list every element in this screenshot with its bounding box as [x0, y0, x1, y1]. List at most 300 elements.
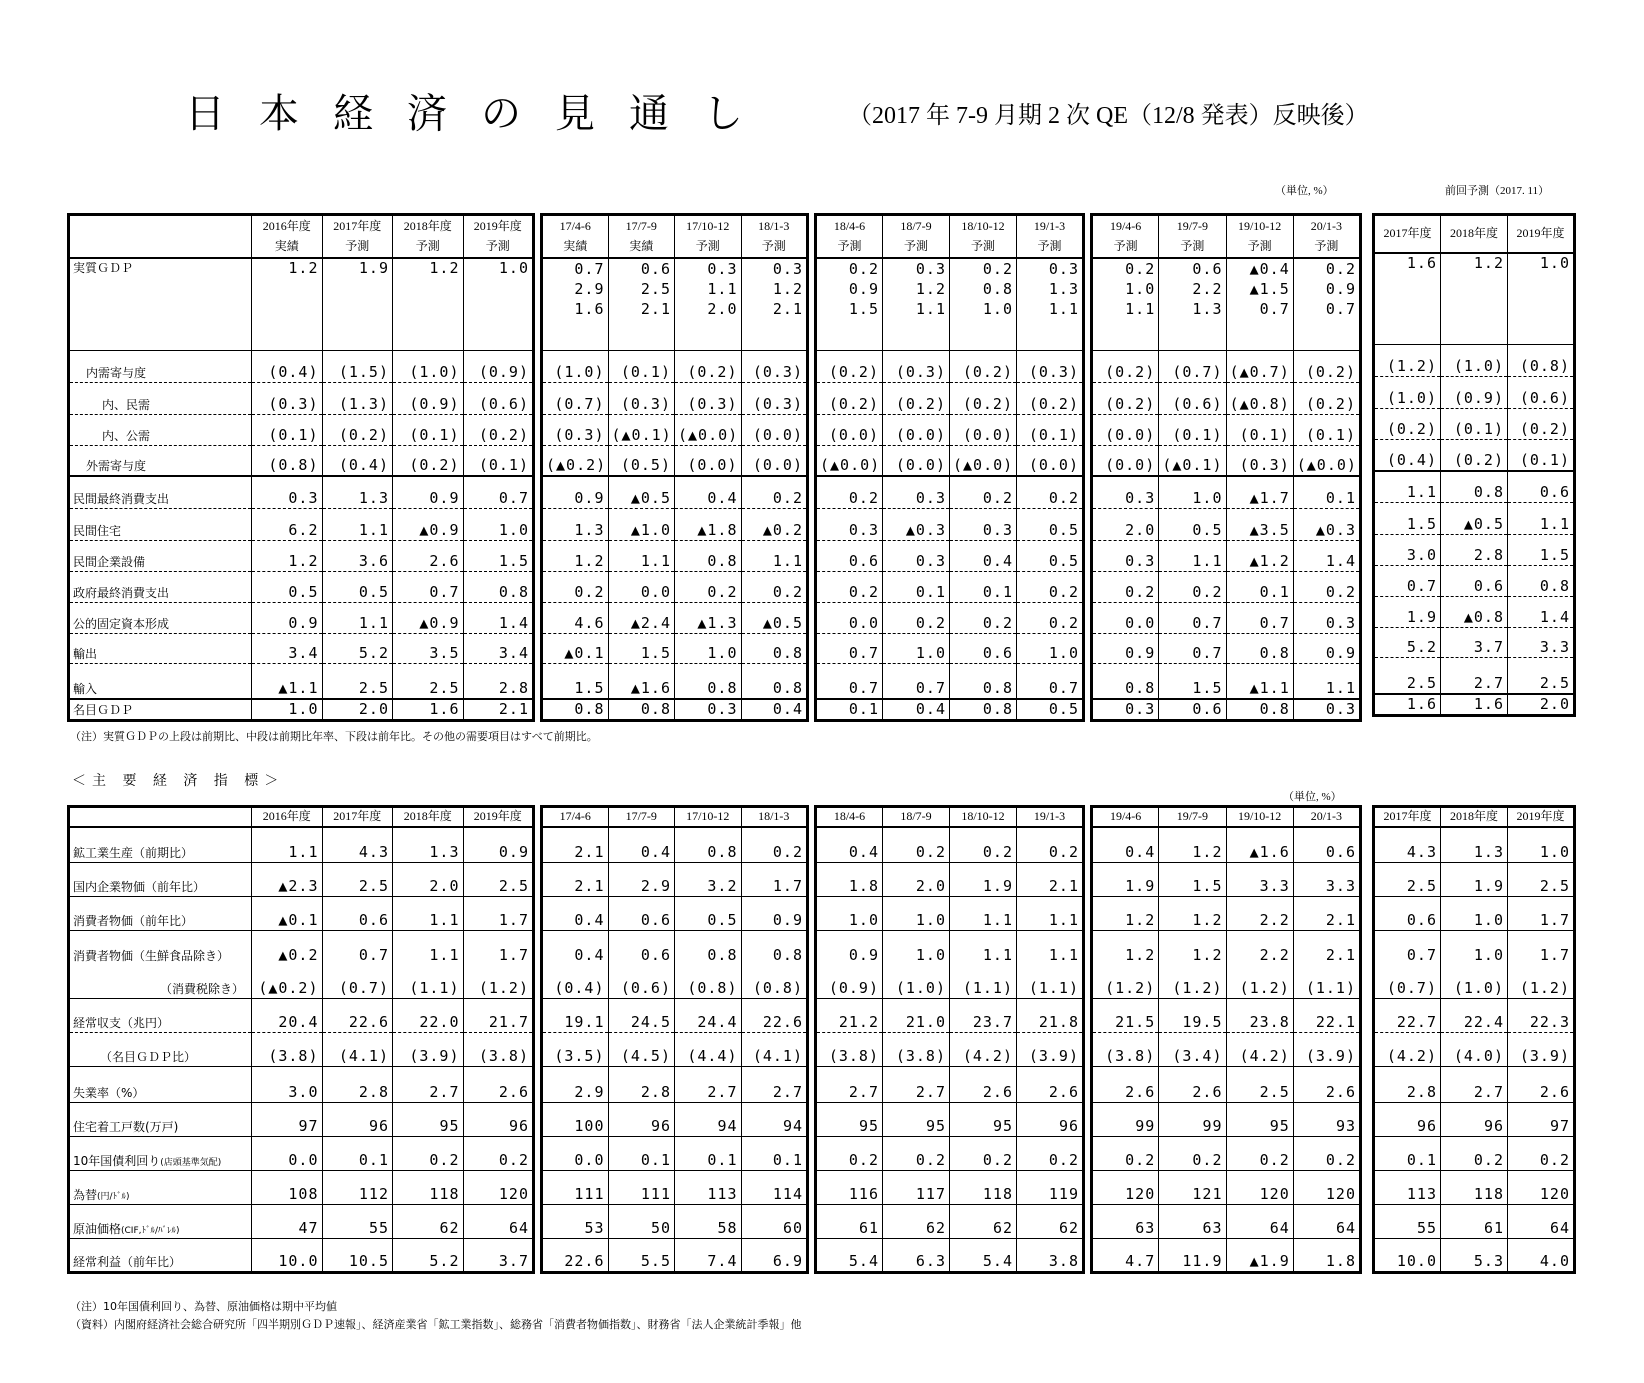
- table-cell: 1.5: [463, 540, 534, 571]
- table-cell: 47: [252, 1205, 323, 1239]
- table-cell: ▲0.5: [608, 476, 675, 508]
- table-cell: 2.0: [1508, 694, 1575, 716]
- table-row: [816, 931, 1084, 965]
- table-cell: 1.1: [1017, 897, 1084, 931]
- table-cell: 0.2: [950, 476, 1017, 508]
- header-row: [69, 215, 534, 259]
- table-cell: (0.6): [1159, 382, 1226, 414]
- table-cell: 0.2: [1226, 1137, 1293, 1171]
- column-header: 2018年度: [1441, 807, 1508, 827]
- row-label: 民間住宅: [69, 508, 252, 540]
- table-cell: 0.2: [1017, 1137, 1084, 1171]
- table-row: [1374, 827, 1575, 863]
- table-cell: 0.4: [816, 827, 883, 863]
- table-cell: 0.1: [883, 571, 950, 602]
- table-cell: (0.1): [252, 414, 323, 445]
- table-cell: 0.8: [741, 931, 808, 965]
- table-row: [1092, 1205, 1361, 1239]
- table-cell: 120: [1226, 1171, 1293, 1205]
- table-cell: 0.2: [675, 571, 742, 602]
- table-cell: 99: [1159, 1103, 1226, 1137]
- table-cell: 6.3: [883, 1239, 950, 1273]
- table-cell: 1.2: [1159, 931, 1226, 965]
- header-row: [816, 215, 1084, 259]
- table-cell: 22.6: [741, 999, 808, 1033]
- table-cell: 0.4: [542, 931, 609, 965]
- table-row: [542, 1103, 808, 1137]
- table-cell: 0.9: [816, 931, 883, 965]
- table-cell: (3.9): [1293, 1033, 1360, 1067]
- table-cell: (0.2): [1374, 409, 1441, 440]
- table-cell: 1.7: [463, 931, 534, 965]
- table-cell: 0.4: [883, 699, 950, 721]
- table-cell: ▲2.4: [608, 602, 675, 633]
- table-cell: 2.1: [1293, 897, 1360, 931]
- table-cell: 118: [1441, 1171, 1508, 1205]
- table-cell: 2.8: [608, 1067, 675, 1103]
- table-cell: (0.9): [393, 382, 464, 414]
- table-cell: 1.5: [608, 633, 675, 663]
- table-cell: 0.2: [1017, 571, 1084, 602]
- table-cell: (0.3): [741, 350, 808, 382]
- table-cell: 113: [675, 1171, 742, 1205]
- table-cell: 0.6: [950, 633, 1017, 663]
- table-cell: 0.4: [741, 699, 808, 721]
- column-header: 19/7-9 予測: [1159, 215, 1226, 259]
- table-cell: ▲0.9: [393, 508, 464, 540]
- table-row: [542, 382, 808, 414]
- row-label: 実質ＧＤＰ: [69, 258, 252, 350]
- table-row: [1092, 476, 1361, 508]
- table-cell: 2.7: [1441, 658, 1508, 694]
- table-cell: 95: [1226, 1103, 1293, 1137]
- table-cell: (3.8): [463, 1033, 534, 1067]
- table-cell: (0.2): [1293, 350, 1360, 382]
- table-cell: 21.2: [816, 999, 883, 1033]
- table-cell: 10.0: [1374, 1239, 1441, 1273]
- table-cell: (0.3): [608, 382, 675, 414]
- table-cell: 0.5: [1017, 508, 1084, 540]
- table-cell: (0.2): [1441, 440, 1508, 471]
- unit-label: （単位, %）: [1275, 185, 1334, 197]
- table-cell: 0.7: [322, 931, 393, 965]
- table-cell: 1.1: [950, 931, 1017, 965]
- row-label: 原油価格(CIF,ﾄﾞﾙ/ﾊﾞﾚﾙ): [69, 1205, 252, 1239]
- table-cell: 4.3: [1374, 827, 1441, 863]
- table-cell: 0.2: [393, 1137, 464, 1171]
- table-cell: ▲1.8: [675, 508, 742, 540]
- table-cell: (▲0.1): [1159, 445, 1226, 476]
- table-cell: 0.3 1.2 1.1: [883, 258, 950, 350]
- table-cell: 0.3: [1092, 540, 1159, 571]
- column-header: 18/1-3 予測: [741, 215, 808, 259]
- table-cell: 1.9: [1374, 597, 1441, 628]
- table-cell: (0.4): [322, 445, 393, 476]
- table-row: [1092, 827, 1361, 863]
- table-cell: ▲1.1: [1226, 663, 1293, 699]
- table-row: [1374, 658, 1575, 694]
- table-row: [69, 602, 534, 633]
- table-cell: 1.5: [1508, 535, 1575, 566]
- table-row: [69, 476, 534, 508]
- column-header: 18/4-6: [816, 807, 883, 827]
- table-cell: 0.2: [1441, 1137, 1508, 1171]
- table-row: [542, 476, 808, 508]
- table-cell: 10.0: [252, 1239, 323, 1273]
- table-cell: (0.2): [1092, 350, 1159, 382]
- table-cell: 0.4: [542, 897, 609, 931]
- table-cell: 3.3: [1508, 628, 1575, 658]
- column-header: 19/10-12: [1226, 807, 1293, 827]
- column-header: 2019年度: [1508, 807, 1575, 827]
- table-cell: (0.1): [1017, 414, 1084, 445]
- table-cell: 0.9: [741, 897, 808, 931]
- table-cell: (0.4): [252, 350, 323, 382]
- table-row: [1374, 377, 1575, 409]
- row-label: 内、公需: [69, 414, 252, 445]
- table-cell: 1.1: [608, 540, 675, 571]
- table-cell: 55: [1374, 1205, 1441, 1239]
- table-cell: 0.3: [950, 508, 1017, 540]
- table-row: [1374, 566, 1575, 597]
- column-header: 18/1-3: [741, 807, 808, 827]
- table-cell: 0.8: [675, 931, 742, 965]
- row-label: 内需寄与度: [69, 350, 252, 382]
- table-cell: 3.3: [1293, 863, 1360, 897]
- table-cell: 108: [252, 1171, 323, 1205]
- table-cell: 3.0: [1374, 535, 1441, 566]
- table-cell: 1.2: [393, 258, 464, 350]
- table-cell: 1.0: [1508, 253, 1575, 345]
- table-cell: (0.1): [463, 445, 534, 476]
- table-cell: (0.2): [816, 382, 883, 414]
- row-label: 外需寄与度: [69, 445, 252, 476]
- table-cell: (1.1): [1293, 965, 1360, 999]
- table-cell: 0.6: [608, 897, 675, 931]
- table-cell: 2.8: [1374, 1067, 1441, 1103]
- table-row: [542, 602, 808, 633]
- row-label: 輸入: [69, 663, 252, 699]
- table-cell: (4.1): [322, 1033, 393, 1067]
- table1-note: （注）実質ＧＤＰの上段は前期比、中段は前期比年率、下段は前年比。その他の需要項目はすべて前期比。: [70, 730, 598, 743]
- table-cell: 0.7: [816, 633, 883, 663]
- table-row: [1092, 1103, 1361, 1137]
- table-cell: (0.2): [950, 350, 1017, 382]
- table-cell: 0.2: [1293, 1137, 1360, 1171]
- table-row: [542, 1033, 808, 1067]
- table-cell: 3.3: [1226, 863, 1293, 897]
- table-cell: 0.7: [1017, 663, 1084, 699]
- row-label: 消費者物価（生鮮食品除き）: [69, 931, 252, 965]
- table-row: [542, 258, 808, 350]
- table-cell: (0.3): [252, 382, 323, 414]
- table-cell: 1.6: [1374, 694, 1441, 716]
- table-cell: (0.6): [608, 965, 675, 999]
- table-cell: 0.9: [463, 827, 534, 863]
- table-row: [1092, 258, 1361, 350]
- table-cell: 3.4: [252, 633, 323, 663]
- table-cell: 3.8: [1017, 1239, 1084, 1273]
- table-cell: 121: [1159, 1171, 1226, 1205]
- indicators-table-annual: [67, 805, 535, 1274]
- table-row: [542, 1205, 808, 1239]
- table-row: [542, 931, 808, 965]
- gdp-table-fy2018-quarters: [814, 213, 1085, 722]
- header-row: [1092, 807, 1361, 827]
- table-cell: 2.2: [1226, 897, 1293, 931]
- table-cell: 0.5: [322, 571, 393, 602]
- table-cell: 0.2: [1017, 827, 1084, 863]
- table-cell: (0.1): [1226, 414, 1293, 445]
- table-row: [1092, 540, 1361, 571]
- table-cell: 0.6: [1159, 699, 1226, 721]
- column-header: 17/7-9 実績: [608, 215, 675, 259]
- row-label: 輸出: [69, 633, 252, 663]
- table-cell: 0.2: [950, 1137, 1017, 1171]
- table-cell: (0.2): [1293, 382, 1360, 414]
- table-cell: 1.4: [463, 602, 534, 633]
- gdp-table-fy2017-quarters: [540, 213, 809, 722]
- table-cell: 2.1: [463, 699, 534, 721]
- table-cell: (0.4): [542, 965, 609, 999]
- table-row: [1092, 1033, 1361, 1067]
- table-cell: 0.2: [463, 1137, 534, 1171]
- table-cell: 1.3: [322, 476, 393, 508]
- table-cell: 1.4: [1293, 540, 1360, 571]
- table-cell: (3.5): [542, 1033, 609, 1067]
- table-cell: 0.7: [1374, 931, 1441, 965]
- table-cell: 58: [675, 1205, 742, 1239]
- column-header: 2018年度 予測: [393, 215, 464, 259]
- table-row: [69, 699, 534, 721]
- table-row: [816, 1171, 1084, 1205]
- table-cell: 0.8: [608, 699, 675, 721]
- table-row: [1092, 663, 1361, 699]
- table-cell: 0.8: [1226, 633, 1293, 663]
- page-subtitle: （2017 年 7-9 月期 2 次 QE（12/8 発表）反映後）: [848, 103, 1369, 129]
- table-row: [542, 571, 808, 602]
- table-cell: 22.3: [1508, 999, 1575, 1033]
- table-cell: (▲0.0): [1293, 445, 1360, 476]
- table-cell: (3.8): [883, 1033, 950, 1067]
- table-cell: ▲0.4 ▲1.5 0.7: [1226, 258, 1293, 350]
- header-row: [542, 807, 808, 827]
- table-row: [1092, 602, 1361, 633]
- table-row: [1374, 1205, 1575, 1239]
- table-cell: 23.7: [950, 999, 1017, 1033]
- table-row: [816, 863, 1084, 897]
- row-label-note: (店頭基準気配): [160, 1158, 222, 1168]
- table-cell: 1.9: [322, 258, 393, 350]
- table-cell: 0.3 1.3 1.1: [1017, 258, 1084, 350]
- table-cell: 0.2: [1508, 1137, 1575, 1171]
- table-cell: (0.2): [1508, 409, 1575, 440]
- table-row: [816, 602, 1084, 633]
- table-cell: (1.2): [1508, 965, 1575, 999]
- table-cell: 22.6: [322, 999, 393, 1033]
- table-row: [542, 699, 808, 721]
- table-cell: 0.8: [675, 540, 742, 571]
- table-cell: 0.7: [1159, 602, 1226, 633]
- table-row: [1374, 345, 1575, 377]
- table-cell: 62: [393, 1205, 464, 1239]
- table-cell: 1.2: [1441, 253, 1508, 345]
- table-cell: (3.8): [252, 1033, 323, 1067]
- table-row: [69, 999, 534, 1033]
- table-cell: 2.0: [393, 863, 464, 897]
- table-cell: 0.3 1.1 2.0: [675, 258, 742, 350]
- row-label: [69, 215, 252, 259]
- table-cell: (0.0): [675, 445, 742, 476]
- table-row: [816, 1033, 1084, 1067]
- table-row: [542, 445, 808, 476]
- table-cell: (0.1): [393, 414, 464, 445]
- table-cell: 0.6 2.5 2.1: [608, 258, 675, 350]
- column-header: 17/10-12 予測: [675, 215, 742, 259]
- table-cell: 2.2: [1226, 931, 1293, 965]
- table-cell: 1.2: [252, 258, 323, 350]
- gdp-table-prev-forecast: [1372, 213, 1576, 717]
- table-cell: ▲0.2: [252, 931, 323, 965]
- table-cell: 61: [816, 1205, 883, 1239]
- row-label: 経常利益（前年比）: [69, 1239, 252, 1273]
- table-cell: (0.1): [1159, 414, 1226, 445]
- table-cell: 1.8: [1293, 1239, 1360, 1273]
- column-header: 18/7-9 予測: [883, 215, 950, 259]
- table-cell: 5.2: [1374, 628, 1441, 658]
- table-cell: 19.1: [542, 999, 609, 1033]
- table-cell: 1.0: [1508, 827, 1575, 863]
- table-cell: 1.2: [252, 540, 323, 571]
- table-cell: (0.2): [950, 382, 1017, 414]
- table-cell: 1.2: [1092, 931, 1159, 965]
- table-cell: 5.4: [950, 1239, 1017, 1273]
- column-header: 2017年度: [1374, 807, 1441, 827]
- row-label: 10年国債利回り(店頭基準気配): [69, 1137, 252, 1171]
- table-cell: 60: [741, 1205, 808, 1239]
- table-row: [69, 571, 534, 602]
- column-header: 19/4-6: [1092, 807, 1159, 827]
- table-row: [1374, 471, 1575, 503]
- table-cell: 0.2: [1092, 571, 1159, 602]
- indicators-table-prev-forecast: [1372, 805, 1576, 1274]
- table-cell: 111: [608, 1171, 675, 1205]
- row-label: 消費者物価（前年比）: [69, 897, 252, 931]
- table-cell: (1.1): [950, 965, 1017, 999]
- table-cell: 99: [1092, 1103, 1159, 1137]
- column-header: 2017年度: [1374, 215, 1441, 253]
- column-header: 20/1-3: [1293, 807, 1360, 827]
- table-cell: 2.5: [1508, 658, 1575, 694]
- table-cell: (1.0): [393, 350, 464, 382]
- table-cell: (1.0): [1441, 345, 1508, 377]
- table-cell: (0.2): [393, 445, 464, 476]
- table-cell: (0.3): [1017, 350, 1084, 382]
- table-cell: 21.5: [1092, 999, 1159, 1033]
- table-cell: 1.0: [816, 897, 883, 931]
- table-row: [1092, 931, 1361, 965]
- table-cell: 0.9: [252, 602, 323, 633]
- header-row: [1092, 215, 1361, 259]
- table-row: [542, 540, 808, 571]
- table-cell: (▲0.2): [542, 445, 609, 476]
- table-cell: 0.2: [950, 602, 1017, 633]
- table-cell: 116: [816, 1171, 883, 1205]
- table-cell: 5.3: [1441, 1239, 1508, 1273]
- table-cell: (0.1): [1293, 414, 1360, 445]
- table-cell: 1.2: [1159, 827, 1226, 863]
- table-cell: 0.2: [816, 476, 883, 508]
- table-row: [69, 508, 534, 540]
- table-cell: 3.6: [322, 540, 393, 571]
- column-header: 2019年度: [1508, 215, 1575, 253]
- table-row: [542, 1171, 808, 1205]
- table-cell: 2.1: [1293, 931, 1360, 965]
- table-row: [1092, 999, 1361, 1033]
- table-cell: 0.6 2.2 1.3: [1159, 258, 1226, 350]
- table-row: [69, 863, 534, 897]
- row-label: 政府最終消費支出: [69, 571, 252, 602]
- table-cell: 0.5: [1017, 699, 1084, 721]
- column-header: 2016年度 実績: [252, 215, 323, 259]
- table-row: [69, 827, 534, 863]
- table-row: [69, 445, 534, 476]
- table-row: [69, 1103, 534, 1137]
- table-cell: 3.5: [393, 633, 464, 663]
- table-cell: 120: [1293, 1171, 1360, 1205]
- table-cell: 0.4: [608, 827, 675, 863]
- table-cell: 0.1: [675, 1137, 742, 1171]
- table-cell: (0.8): [675, 965, 742, 999]
- table-cell: 0.8: [542, 699, 609, 721]
- column-header: 2017年度: [322, 807, 393, 827]
- table-cell: (0.8): [741, 965, 808, 999]
- table-cell: 64: [1508, 1205, 1575, 1239]
- table-cell: 1.7: [741, 863, 808, 897]
- table-cell: (3.8): [1092, 1033, 1159, 1067]
- table-cell: (0.6): [463, 382, 534, 414]
- table-row: [1092, 863, 1361, 897]
- table-cell: 120: [463, 1171, 534, 1205]
- table-cell: 62: [883, 1205, 950, 1239]
- table-cell: 22.1: [1293, 999, 1360, 1033]
- table-row: [542, 863, 808, 897]
- table-cell: 0.7: [1226, 602, 1293, 633]
- header-row: [1374, 215, 1575, 253]
- table-cell: 5.2: [393, 1239, 464, 1273]
- gdp-table-fy2019-quarters: [1090, 213, 1362, 722]
- table-cell: (1.1): [393, 965, 464, 999]
- table-cell: 64: [1293, 1205, 1360, 1239]
- table-cell: 2.5: [393, 663, 464, 699]
- table-cell: 2.7: [1441, 1067, 1508, 1103]
- table-cell: 1.3: [542, 508, 609, 540]
- header-row: [542, 215, 808, 259]
- table-cell: ▲0.3: [1293, 508, 1360, 540]
- table-cell: 0.2: [883, 602, 950, 633]
- table-cell: 2.1: [542, 827, 609, 863]
- table-row: [69, 1137, 534, 1171]
- table-cell: 0.2: [1017, 602, 1084, 633]
- table-cell: 61: [1441, 1205, 1508, 1239]
- table-cell: 1.2: [1159, 897, 1226, 931]
- column-header: 2019年度 予測: [463, 215, 534, 259]
- table-row: [1374, 1067, 1575, 1103]
- table2-source: （資料）内閣府経済社会総合研究所「四半期別ＧＤＰ速報」、経済産業省「鉱工業指数」、総務省「消費者物価指数」、財務省「法人企業統計季報」他: [70, 1318, 802, 1331]
- table-cell: 0.7: [1159, 633, 1226, 663]
- prev-forecast-label: 前回予測（2017. 11）: [1445, 185, 1550, 197]
- table-cell: 2.0: [1092, 508, 1159, 540]
